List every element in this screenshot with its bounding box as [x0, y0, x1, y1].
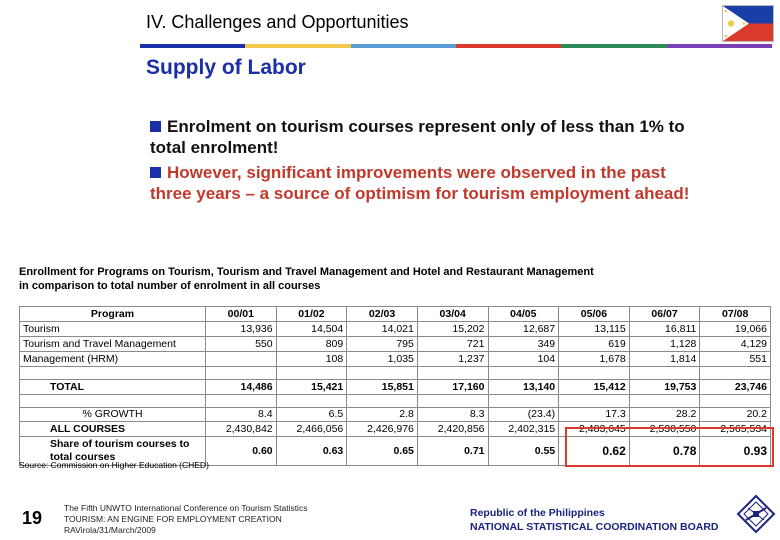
slide-title: Supply of Labor [146, 56, 306, 79]
year-header: 01/02 [276, 307, 347, 322]
year-header: 04/05 [488, 307, 559, 322]
table-row [20, 352, 771, 367]
row-label: Tourism and Travel Management [20, 337, 206, 352]
year-header: 05/06 [559, 307, 630, 322]
cell: (23.4) [488, 408, 559, 422]
rule-segment [561, 44, 666, 48]
year-header: 03/04 [417, 307, 488, 322]
cell: 809 [276, 337, 347, 352]
year-header: 02/03 [347, 307, 418, 322]
highlight-box [565, 427, 774, 467]
spacer-row [20, 367, 771, 380]
rule-segment [140, 44, 245, 48]
cell: 619 [559, 337, 630, 352]
cell: 0.78 [629, 437, 700, 466]
cell: 1,035 [347, 352, 418, 367]
cell [206, 352, 277, 367]
table-header-row [20, 307, 771, 322]
cell: 23,746 [700, 380, 771, 395]
cell: 17,160 [417, 380, 488, 395]
table-title-line: in comparison to total number of enrolment in all courses [19, 280, 321, 292]
section-title: IV. Challenges and Opportunities [146, 12, 409, 32]
cell: 2,466,056 [276, 422, 347, 437]
cell: 17.3 [559, 408, 630, 422]
share-label-line: total courses [50, 451, 116, 463]
cell: 0.62 [559, 437, 630, 466]
table-title [19, 265, 594, 293]
nscb-logo-icon [736, 494, 776, 534]
cell: 13,140 [488, 380, 559, 395]
row-label: % GROWTH [20, 408, 206, 422]
rule-segment [245, 44, 350, 48]
cell: 1,128 [629, 337, 700, 352]
cell: 15,851 [347, 380, 418, 395]
cell: 0.60 [206, 437, 277, 466]
philippine-flag-icon [722, 5, 774, 42]
growth-row [20, 408, 771, 422]
cell: 1,814 [629, 352, 700, 367]
cell: 550 [206, 337, 277, 352]
cell: 16,811 [629, 322, 700, 337]
row-label: Management (HRM) [20, 352, 206, 367]
share-label-line: Share of tourism courses to [50, 438, 190, 450]
cell: 0.63 [276, 437, 347, 466]
cell: 0.65 [347, 437, 418, 466]
rule-segment [456, 44, 561, 48]
row-label: TOTAL [20, 380, 206, 395]
spacer-row [20, 395, 771, 408]
bullet-item [150, 116, 690, 158]
cell: 0.71 [417, 437, 488, 466]
cell: 1,678 [559, 352, 630, 367]
cell: 2,430,842 [206, 422, 277, 437]
cell: 2,530,550 [629, 422, 700, 437]
bullet-text: Enrolment on tourism courses represent only of less than 1% to total enrolment! [150, 117, 685, 157]
rule-segment [667, 44, 772, 48]
cell: 28.2 [629, 408, 700, 422]
cell: 2.8 [347, 408, 418, 422]
table-row [20, 337, 771, 352]
footer-org-line: NATIONAL STATISTICAL COORDINATION BOARD [470, 521, 719, 533]
cell: 15,421 [276, 380, 347, 395]
cell: 20.2 [700, 408, 771, 422]
year-header: 07/08 [700, 307, 771, 322]
cell: 0.55 [488, 437, 559, 466]
footer-conference-line: TOURISM: AN ENGINE FOR EMPLOYMENT CREATION [64, 514, 282, 524]
cell: 14,504 [276, 322, 347, 337]
row-label: Tourism [20, 322, 206, 337]
total-row [20, 380, 771, 395]
cell: 13,115 [559, 322, 630, 337]
cell: 2,426,976 [347, 422, 418, 437]
cell: 108 [276, 352, 347, 367]
cell: 2,402,315 [488, 422, 559, 437]
bullet-square-icon [150, 121, 161, 132]
footer-conference-line: RAVirola/31/March/2009 [64, 525, 156, 535]
cell: 14,486 [206, 380, 277, 395]
cell: 15,202 [417, 322, 488, 337]
footer-organization [470, 506, 719, 534]
cell: 19,066 [700, 322, 771, 337]
page-number: 19 [22, 508, 43, 528]
table-row [20, 322, 771, 337]
rule-segment [351, 44, 456, 48]
cell: 1,237 [417, 352, 488, 367]
cell: 721 [417, 337, 488, 352]
table-title-line: Enrollment for Programs on Tourism, Tourism and Travel Management and Hotel and Restaurant Management [19, 266, 594, 278]
cell: 104 [488, 352, 559, 367]
footer-conference-line: The Fifth UNWTO International Conference on Tourism Statistics [64, 503, 308, 513]
header-color-rule [140, 44, 772, 48]
cell: 13,936 [206, 322, 277, 337]
cell: 8.4 [206, 408, 277, 422]
cell: 2,565,534 [700, 422, 771, 437]
footer-conference [64, 503, 307, 536]
cell: 349 [488, 337, 559, 352]
cell: 15,412 [559, 380, 630, 395]
cell: 14,021 [347, 322, 418, 337]
cell: 19,753 [629, 380, 700, 395]
cell: 8.3 [417, 408, 488, 422]
cell: 4,129 [700, 337, 771, 352]
cell: 6.5 [276, 408, 347, 422]
bullet-square-icon [150, 167, 161, 178]
row-label: ALL COURSES [20, 422, 206, 437]
year-header: 06/07 [629, 307, 700, 322]
source-note: Source: Commission on Higher Education (CHED) [19, 460, 209, 470]
cell: 795 [347, 337, 418, 352]
bullet-text: However, significant improvements were observed in the past three years – a source of optimism for tourism employment ahead! [150, 163, 690, 203]
year-header: 00/01 [206, 307, 277, 322]
cell: 551 [700, 352, 771, 367]
program-header: Program [20, 307, 206, 322]
cell: 2,420,856 [417, 422, 488, 437]
footer-org-line: Republic of the Philippines [470, 507, 605, 519]
bullet-item [150, 162, 690, 204]
cell: 0.93 [700, 437, 771, 466]
cell: 12,687 [488, 322, 559, 337]
cell: 2,483,645 [559, 422, 630, 437]
